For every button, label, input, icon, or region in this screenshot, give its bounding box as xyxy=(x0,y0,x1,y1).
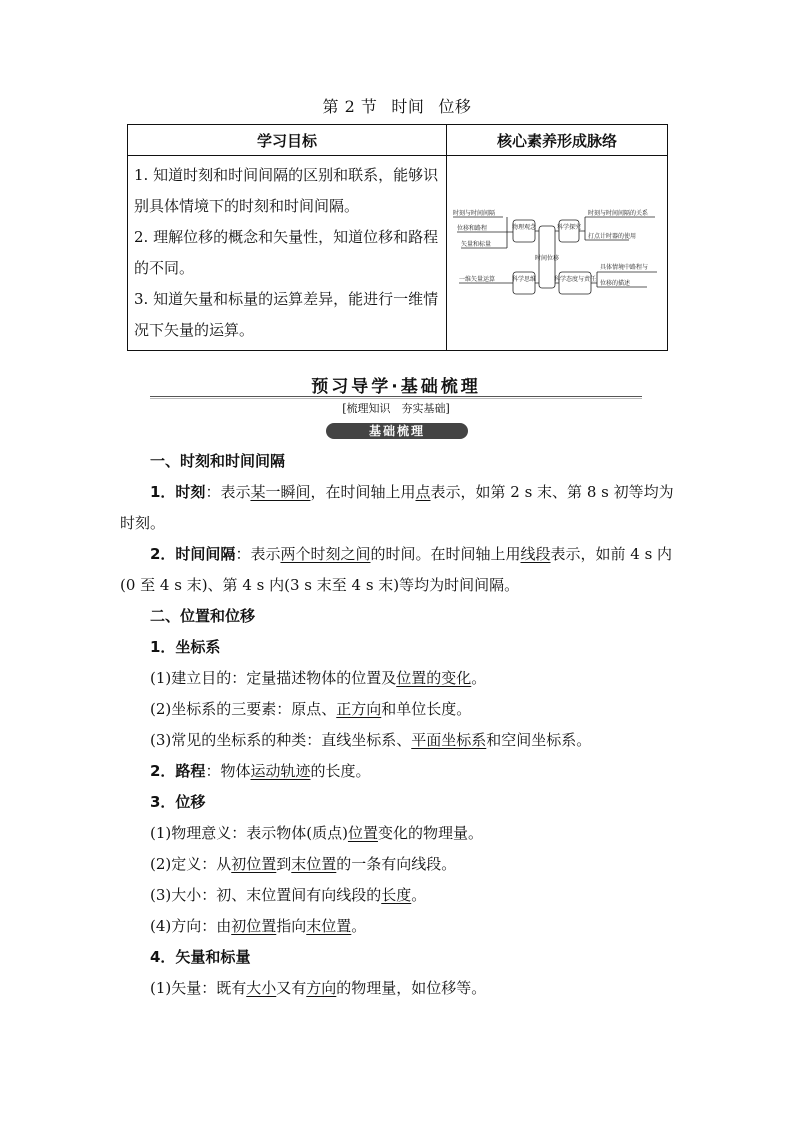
goal-1: 1. 知道时刻和时间间隔的区别和联系，能够识别具体情境下的时刻和时间间隔。 xyxy=(134,166,439,215)
banner-subtitle: [梳理知识 夯实基础] xyxy=(342,402,450,415)
node-vector-ops: 一维矢量运算 xyxy=(459,276,496,283)
section-banner xyxy=(150,372,642,415)
node-time-displacement: 时间位移 xyxy=(534,255,560,262)
node-displacement-description: 位移的描述 xyxy=(600,280,631,287)
title-word-displacement: 位移 xyxy=(438,97,472,116)
para-moment: 1．时刻：表示某一瞬间，在时间轴上用点表示，如第 2 s 末、第 8 s 初等均为时刻。 xyxy=(120,483,674,532)
node-context-path: 具体情境中路程与 xyxy=(600,264,649,271)
node-displacement-path: 位移和路程 xyxy=(457,225,488,232)
node-physics-concept: 物理观念 xyxy=(511,224,537,231)
objectives-table xyxy=(127,124,668,351)
node-scientific-inquiry: 科学探究 xyxy=(556,224,582,231)
literacy-flow-diagram xyxy=(447,156,666,346)
header-learning-goals: 学习目标 xyxy=(128,125,447,156)
label-coordinate-system: 1．坐标系 xyxy=(150,638,221,656)
literacy-diagram-cell xyxy=(447,156,668,351)
para-path-length: 2．路程：物体运动轨迹的长度。 xyxy=(150,762,371,780)
node-moment-interval-relation: 时刻与时间间隔的关系 xyxy=(588,210,649,217)
goal-2: 2. 理解位移的概念和矢量性，知道位移和路程的不同。 xyxy=(134,228,439,277)
page-title xyxy=(0,94,794,117)
node-time-moment: 时刻与时间间隔 xyxy=(453,210,496,217)
node-vector-scalar: 矢量和标量 xyxy=(461,241,492,248)
content-body xyxy=(120,446,680,1004)
section-number: 第 2 节 xyxy=(322,97,378,116)
header-core-literacy: 核心素养形成脉络 xyxy=(447,125,668,156)
label-displacement: 3．位移 xyxy=(150,793,206,811)
basics-pill-label: 基础梳理 xyxy=(326,423,468,439)
goal-3: 3. 知道矢量和标量的运算差异，能进行一维情况下矢量的运算。 xyxy=(134,290,439,339)
para-interval: 2．时间间隔：表示两个时刻之间的时间。在时间轴上用线段表示，如前 4 s 内(0 至 4 s 末)、第 4 s 内(3 s 末至 4 s 末)等均为时间间隔。 xyxy=(120,545,673,594)
disp-line-4: (4)方向：由初位置指向末位置。 xyxy=(150,917,367,935)
learning-goals-cell xyxy=(128,156,447,351)
vec-line-1: (1)矢量：既有大小又有方向的物理量，如位移等。 xyxy=(150,979,487,997)
node-timer-usage: 打点计时器的使用 xyxy=(588,233,637,240)
heading-time: 一、时刻和时间间隔 xyxy=(150,452,286,470)
banner-divider xyxy=(150,396,642,399)
disp-line-2: (2)定义：从初位置到末位置的一条有向线段。 xyxy=(150,855,457,873)
coord-line-1: (1)建立目的：定量描述物体的位置及位置的变化。 xyxy=(150,669,487,687)
banner-title: 预习导学·基础梳理 xyxy=(311,377,481,397)
label-vector-scalar: 4．矢量和标量 xyxy=(150,948,251,966)
heading-position: 二、位置和位移 xyxy=(150,607,256,625)
node-scientific-thinking: 科学思维 xyxy=(511,276,537,283)
coord-line-2: (2)坐标系的三要素：原点、正方向和单位长度。 xyxy=(150,700,472,718)
node-scientific-attitude: 科学态度与责任 xyxy=(553,276,597,283)
coord-line-3: (3)常见的坐标系的种类：直线坐标系、平面坐标系和空间坐标系。 xyxy=(150,731,592,749)
disp-line-1: (1)物理意义：表示物体(质点)位置变化的物理量。 xyxy=(150,824,483,842)
title-word-time: 时间 xyxy=(391,97,425,116)
disp-line-3: (3)大小：初、末位置间有向线段的长度。 xyxy=(150,886,427,904)
